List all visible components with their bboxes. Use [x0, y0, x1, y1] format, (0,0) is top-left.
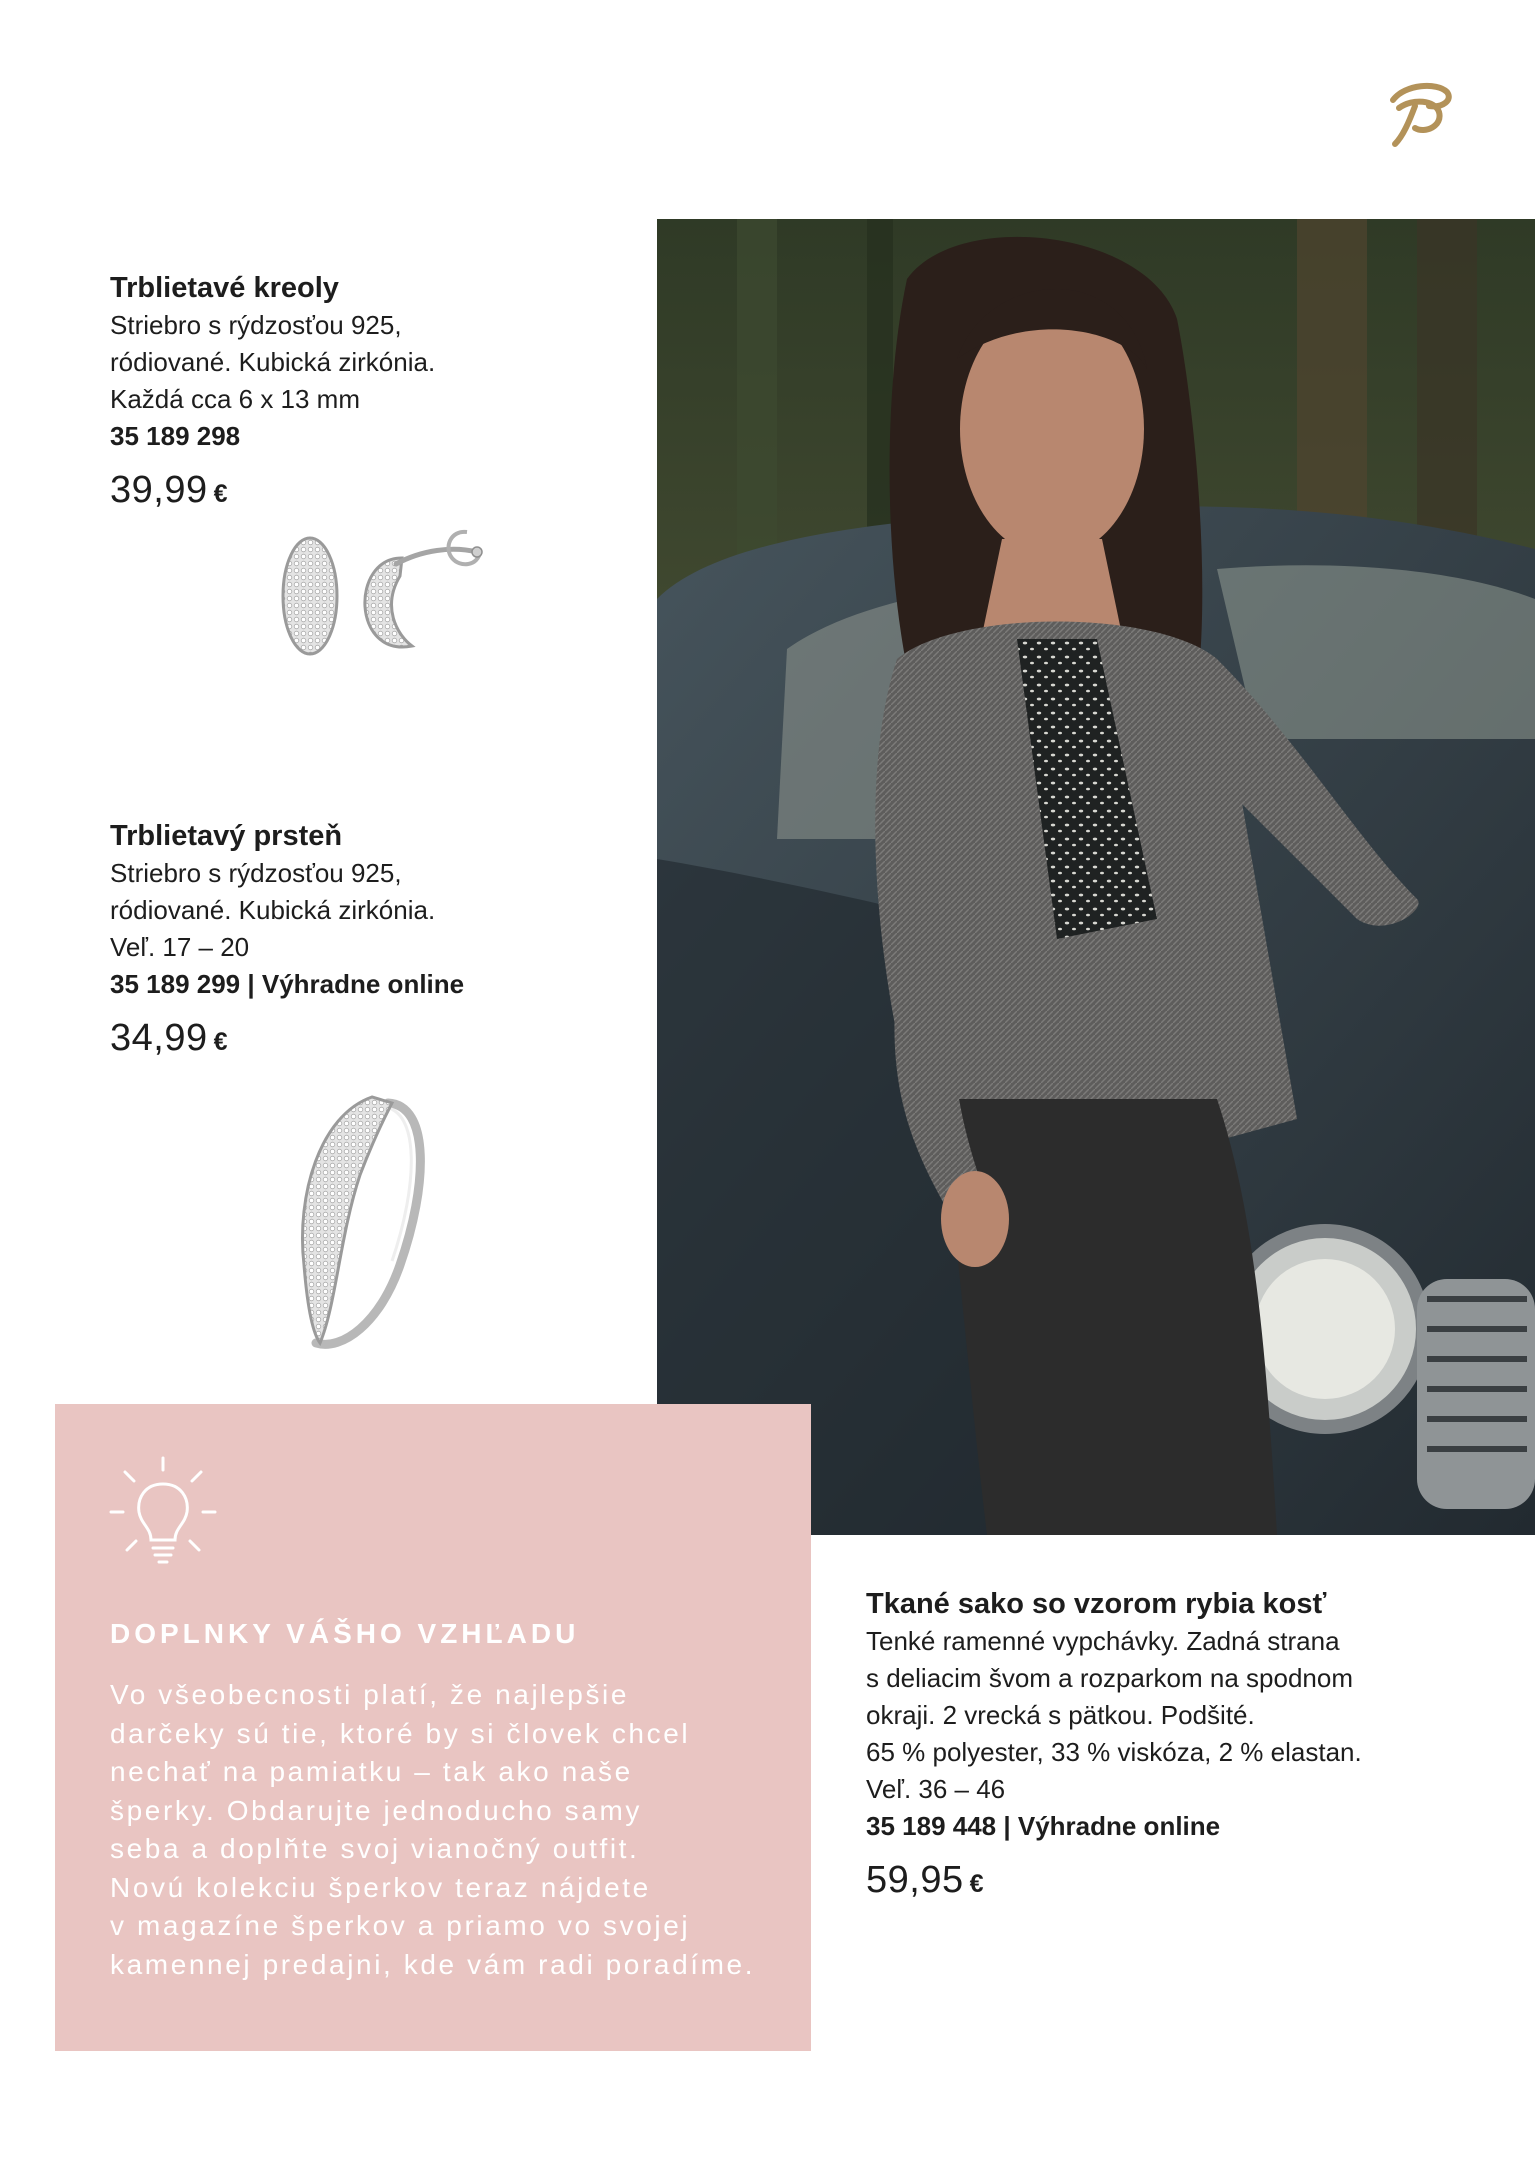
product-code: 35 189 298: [110, 421, 241, 451]
description-line: s deliacim švom a rozparkom na spodnom: [866, 1663, 1353, 1693]
product-name: Tkané sako so vzorom rybia kosť: [866, 1588, 1327, 1620]
product-price: [110, 1017, 670, 1060]
description-line: Veľ. 17 – 20: [110, 932, 250, 962]
product-blazer: [866, 1585, 1426, 1902]
product-earrings: [110, 269, 670, 512]
product-price: [866, 1859, 1426, 1902]
description-line: ródiované. Kubická zirkónia.: [110, 895, 436, 925]
tip-box: [55, 1404, 811, 2051]
product-name: Trblietavé kreoly: [110, 272, 339, 304]
description-line: Striebro s rýdzosťou 925,: [110, 858, 402, 888]
product-description: [110, 307, 670, 418]
description-line: Každá cca 6 x 13 mm: [110, 384, 360, 414]
tip-body: [110, 1676, 755, 1984]
description-line: Striebro s rýdzosťou 925,: [110, 310, 402, 340]
price-currency: €: [969, 1870, 984, 1898]
description-line: Tenké ramenné vypchávky. Zadná strana: [866, 1626, 1340, 1656]
product-ring: [110, 817, 670, 1060]
earrings-image: [272, 518, 492, 668]
tip-line: nechať na pamiatku – tak ako naše: [110, 1756, 633, 1787]
tip-line: kamennej predajni, kde vám radi poradíme.: [110, 1948, 756, 1980]
price-amount: 34,99: [110, 1017, 208, 1059]
lightbulb-icon: [107, 1454, 219, 1566]
description-line: 65 % polyester, 33 % viskóza, 2 % elastan.: [866, 1737, 1362, 1767]
price-currency: €: [213, 1028, 228, 1056]
price-amount: 59,95: [866, 1859, 964, 1901]
tip-line: Vo všeobecnosti platí, že najlepšie: [110, 1679, 630, 1710]
description-line: ródiované. Kubická zirkónia.: [110, 347, 436, 377]
price-amount: 39,99: [110, 469, 208, 511]
ring-image: [280, 1085, 440, 1375]
tip-title: DOPLNKY VÁŠHO VZHĽADU: [110, 1618, 580, 1649]
tip-line: v magazíne šperkov a priamo vo svojej: [110, 1910, 691, 1941]
tip-line: darčeky sú tie, ktoré by si človek chcel: [110, 1717, 691, 1749]
product-code: 35 189 448 | Výhradne online: [866, 1811, 1221, 1841]
product-description: [866, 1623, 1426, 1808]
product-description: [110, 855, 670, 966]
tip-line: Novú kolekciu šperkov teraz nájdete: [110, 1871, 651, 1903]
tip-line: seba a doplňte svoj vianočný outfit.: [110, 1833, 640, 1864]
product-code: 35 189 299 | Výhradne online: [110, 969, 465, 999]
price-currency: €: [213, 480, 228, 508]
product-price: [110, 469, 670, 512]
tip-line: šperky. Obdarujte jednoducho samy: [110, 1794, 642, 1826]
model-with-vintage-car-photo: [657, 219, 1535, 1535]
description-line: Veľ. 36 – 46: [866, 1774, 1006, 1804]
description-line: okraji. 2 vrecká s pätkou. Podšité.: [866, 1700, 1255, 1730]
tchibo-logo-icon: [1385, 78, 1455, 150]
product-name: Trblietavý prsteň: [110, 820, 343, 852]
